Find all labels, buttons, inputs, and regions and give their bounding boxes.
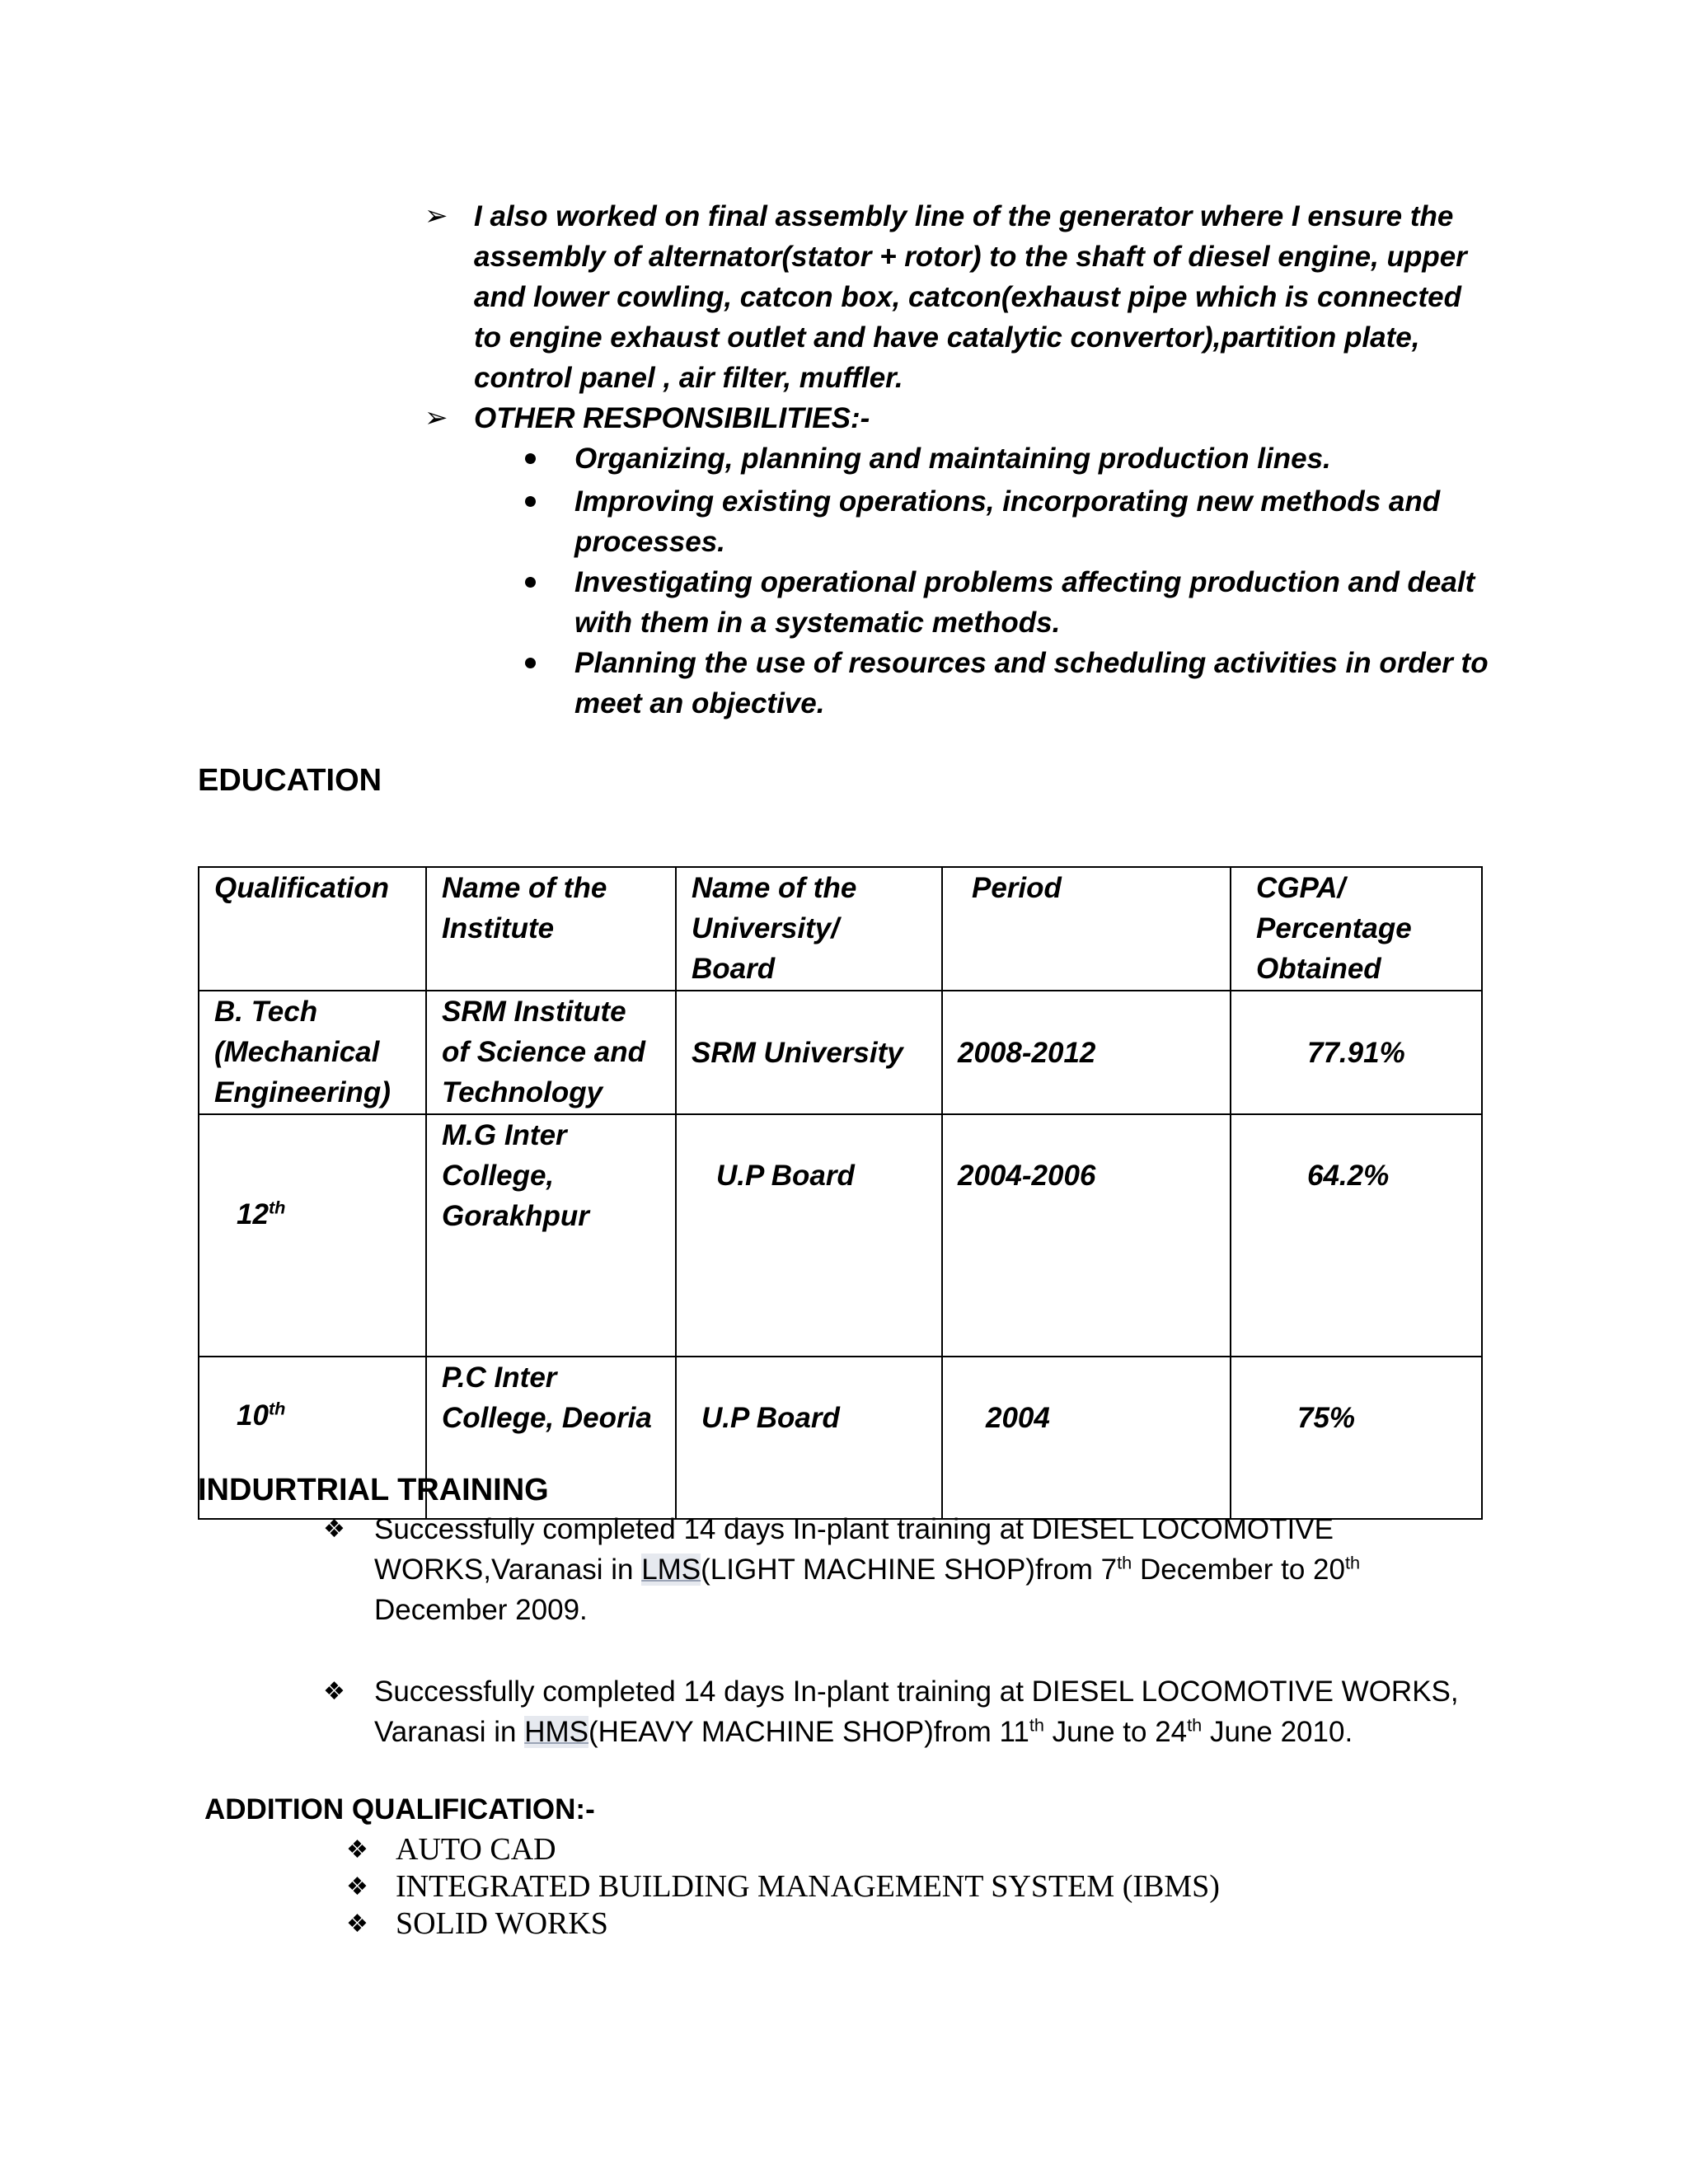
cell-institute: M.G Inter College, Gorakhpur: [426, 1114, 676, 1357]
training-text-middle2: June to 24: [1043, 1716, 1188, 1748]
qualification-sup: th: [268, 1197, 286, 1218]
additional-item-text: SOLID WORKS: [396, 1906, 608, 1941]
cell-score: 64.2%: [1231, 1114, 1482, 1357]
training-sup: th: [1344, 1552, 1361, 1573]
cell-period: 2004: [942, 1357, 1231, 1519]
table-row: [199, 1114, 1482, 1357]
arrow-bullet-icon: ➢: [424, 401, 448, 434]
dot-bullet-icon: [525, 453, 536, 464]
training-sup: th: [1117, 1552, 1132, 1573]
diamond-bullet-icon: ❖: [346, 1835, 368, 1864]
training-heading: INDURTRIAL TRAINING: [198, 1473, 549, 1507]
dot-bullet-icon: [525, 496, 536, 507]
training-abbr: HMS: [524, 1716, 589, 1748]
cell-institute: SRM Institute of Science and Technology: [426, 991, 676, 1114]
responsibility-item: [521, 481, 1493, 562]
table-header-row: [199, 867, 1482, 991]
dot-bullet-icon: [525, 658, 536, 668]
training-text-middle: (HEAVY MACHINE SHOP)from 11: [588, 1716, 1029, 1748]
training-text-prefix: Successfully completed 14 days In-plant training at DIESEL LOCOMOTIVE WORKS,Varanasi in: [374, 1513, 1334, 1586]
qualification-base: 12: [237, 1198, 269, 1230]
qualification-base: 10: [237, 1399, 269, 1432]
diamond-bullet-icon: ❖: [346, 1872, 368, 1901]
training-abbr: LMS: [641, 1554, 701, 1586]
education-heading: EDUCATION: [198, 763, 382, 798]
training-text: [374, 1509, 1477, 1630]
additional-item: [346, 1868, 1418, 1905]
cell-period: 2004-2006: [942, 1114, 1231, 1357]
diamond-bullet-icon: ❖: [323, 1677, 345, 1706]
additional-heading: ADDITION QUALIFICATION:-: [204, 1793, 595, 1825]
responsibility-item: [521, 438, 1493, 479]
other-responsibilities-item: [424, 398, 1496, 438]
assembly-text: I also worked on final assembly line of the generator where I ensure the assembly of alternator(stator + rotor) to the shaft of diesel engine, upper and lower cowling, catcon box, catcon(exhaust pipe which is connected to engine exhaust outlet and have catalytic convertor),partition plate, control panel , air filter, muffler.: [474, 200, 1467, 394]
training-text-suffix: June 2010.: [1202, 1716, 1353, 1748]
cell-period: 2008-2012: [942, 991, 1231, 1114]
additional-item-text: AUTO CAD: [396, 1832, 556, 1867]
training-text: [374, 1671, 1477, 1752]
cell-score: 77.91%: [1231, 991, 1482, 1114]
responsibility-text: Planning the use of resources and scheduling activities in order to meet an objective.: [574, 647, 1489, 719]
cell-board: SRM University: [676, 991, 942, 1114]
cell-board: U.P Board: [676, 1357, 942, 1519]
arrow-bullet-icon: ➢: [424, 199, 448, 232]
assembly-item: [424, 196, 1496, 398]
dot-bullet-icon: [525, 577, 536, 588]
header-score: CGPA/ Percentage Obtained: [1231, 867, 1482, 991]
training-sup: th: [1187, 1714, 1203, 1736]
education-table: [198, 866, 1483, 1520]
cell-score: 75%: [1231, 1357, 1482, 1519]
training-sup: th: [1029, 1714, 1044, 1736]
training-text-middle: (LIGHT MACHINE SHOP)from 7: [701, 1554, 1118, 1586]
training-item-dlw-hms: [323, 1671, 1477, 1752]
additional-item: [346, 1831, 1418, 1868]
header-qualification: Qualification: [199, 867, 426, 991]
cell-institute: P.C Inter College, Deoria: [426, 1357, 676, 1519]
additional-item-text: INTEGRATED BUILDING MANAGEMENT SYSTEM (IBMS): [396, 1869, 1220, 1904]
training-text-prefix: Successfully completed 14 days In-plant training at DIESEL LOCOMOTIVE WORKS, Varanasi in: [374, 1675, 1459, 1748]
header-board: Name of the University/ Board: [676, 867, 942, 991]
training-text-middle2: December to 20: [1132, 1554, 1345, 1586]
cell-board: U.P Board: [676, 1114, 942, 1357]
diamond-bullet-icon: ❖: [323, 1515, 345, 1544]
header-institute: Name of the Institute: [426, 867, 676, 991]
responsibility-item: [521, 562, 1493, 643]
other-responsibilities-title: OTHER RESPONSIBILITIES:-: [474, 402, 870, 434]
additional-item: [346, 1905, 1418, 1943]
responsibility-item: [521, 643, 1493, 724]
responsibility-text: Organizing, planning and maintaining production lines.: [574, 443, 1331, 475]
qualification-sup: th: [268, 1398, 286, 1419]
table-row: [199, 991, 1482, 1114]
cell-qualification: [199, 1114, 426, 1357]
training-text-suffix: December 2009.: [374, 1594, 588, 1626]
cell-qualification: B. Tech (Mechanical Engineering): [199, 991, 426, 1114]
header-period: Period: [942, 867, 1231, 991]
diamond-bullet-icon: ❖: [346, 1910, 368, 1938]
responsibility-text: Investigating operational problems affecting production and dealt with them in a systematic methods.: [574, 566, 1475, 639]
training-item-dlw-lms: [323, 1509, 1477, 1630]
responsibility-text: Improving existing operations, incorporating new methods and processes.: [574, 485, 1441, 558]
